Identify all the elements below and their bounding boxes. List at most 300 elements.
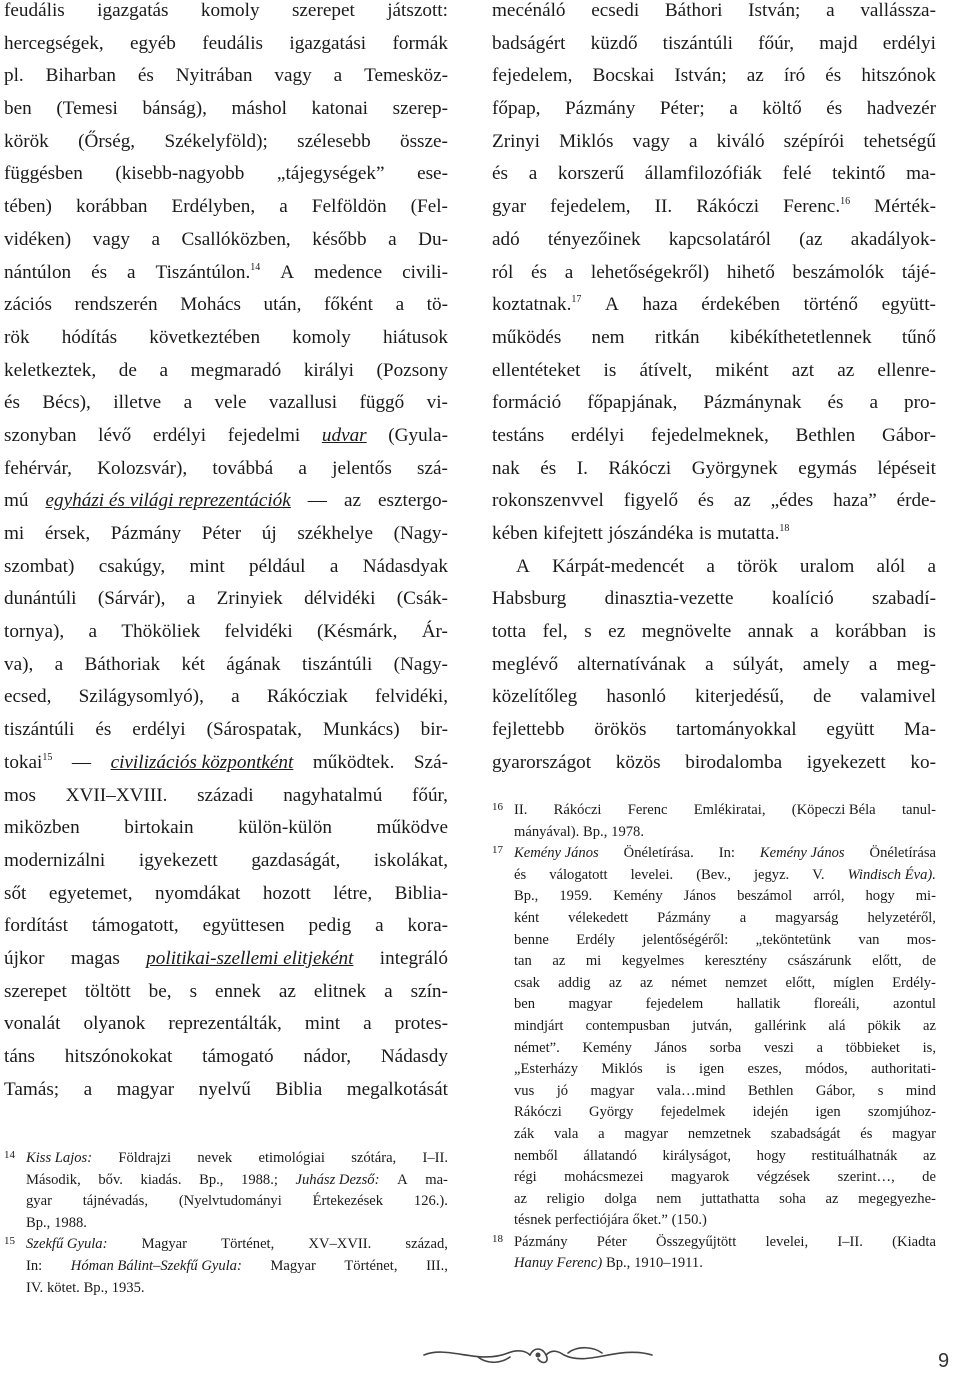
word-text: támogató: [202, 1046, 274, 1067]
body-word: [663, 28, 733, 61]
word-text: dinasztia-vezette: [604, 588, 734, 610]
footnote-word: [112, 1278, 145, 1300]
body-word: [827, 387, 843, 420]
footnote-word: [692, 1016, 732, 1038]
body-word: [685, 747, 782, 780]
body-word: [427, 387, 448, 420]
body-word: [737, 551, 778, 584]
word-text: a: [564, 261, 574, 283]
footnote-word: [344, 1256, 397, 1278]
word-text: két: [181, 653, 205, 675]
body-word: [396, 289, 405, 322]
word-text: alternatívának: [577, 653, 686, 675]
footnote-line: [492, 930, 936, 952]
footnote-word: [868, 1102, 936, 1124]
footnote-word: [270, 1256, 315, 1278]
footnote-word: [47, 1278, 80, 1300]
text-line: [492, 322, 936, 355]
footnote-line: [4, 1256, 448, 1278]
footnote-word: [893, 994, 936, 1016]
body-word: [388, 420, 448, 453]
word-text: jelentőségéről:: [642, 931, 729, 948]
footnote-word: [633, 1210, 668, 1232]
footnote-word: [923, 1146, 936, 1168]
word-text: rendszerén: [74, 294, 158, 316]
word-text: gyar: [26, 1193, 52, 1210]
word-text: a: [186, 588, 196, 610]
word-text: I.: [576, 457, 588, 479]
body-word: [492, 191, 526, 224]
text-line: [4, 28, 448, 61]
body-word: [85, 976, 131, 1009]
word-text: arról,: [813, 888, 845, 905]
footnote-word: [757, 1146, 786, 1168]
word-text: meglévő: [492, 653, 559, 675]
body-word: [758, 28, 794, 61]
word-text: jutván,: [692, 1017, 733, 1034]
footnote-word: [597, 1232, 627, 1254]
body-word: [279, 191, 288, 224]
body-word: [394, 518, 448, 551]
word-text: és: [826, 98, 843, 120]
body-word: [717, 126, 765, 159]
word-text: fehérvár,: [4, 457, 72, 479]
word-text: Biblia: [275, 1078, 323, 1100]
word-text: Kemény: [613, 888, 663, 905]
body-word: [639, 355, 692, 388]
footnote-word: [555, 1210, 629, 1232]
body-word: [393, 28, 448, 61]
word-text: tartományokkal: [676, 719, 797, 741]
word-text: Kemény János: [759, 845, 845, 862]
footnote-word: [786, 973, 816, 995]
word-text: II.: [654, 196, 673, 218]
word-text: kapcsolatáról: [668, 228, 771, 250]
word-text: jelentős: [332, 457, 392, 479]
footnote-word: [549, 865, 607, 887]
word-text: Hóman Bálint–Szekfű Gyula:: [70, 1257, 242, 1274]
word-text: dolga: [604, 1190, 637, 1207]
body-word: [826, 93, 842, 126]
word-text: Báthori: [664, 0, 723, 21]
body-word: [4, 780, 36, 813]
word-text: A: [516, 555, 530, 577]
word-text: a: [54, 653, 64, 675]
body-word: [804, 289, 858, 322]
body-word: [492, 616, 526, 649]
word-text: István;: [674, 65, 727, 87]
word-text: rokonszenvvel: [492, 490, 604, 512]
body-word: [312, 93, 368, 126]
word-text: egyházi és világi reprezentációk: [45, 490, 291, 512]
body-word: [387, 0, 448, 28]
word-text: hogy: [865, 888, 895, 905]
word-text: gyarországot: [492, 751, 592, 773]
word-text: formáció: [492, 392, 562, 414]
footnote-word: [26, 1170, 81, 1192]
text-line: [4, 714, 448, 747]
body-word: [297, 126, 371, 159]
word-text: —: [71, 751, 92, 773]
body-word: [591, 0, 639, 28]
footnote-word: [26, 1234, 107, 1256]
footnote-word: [296, 1170, 380, 1192]
word-text: feudális: [4, 0, 65, 21]
word-text: igyekezett: [138, 849, 218, 871]
text-line: [492, 583, 936, 616]
footnote-word: [684, 886, 716, 908]
text-line: [4, 910, 448, 943]
body-word: [363, 1008, 372, 1041]
body-word: [314, 976, 366, 1009]
word-text: szerep-: [392, 98, 448, 120]
word-text: A: [280, 261, 295, 283]
footnote-word: [514, 973, 540, 995]
body-word: [189, 551, 224, 584]
footnote-ref[interactable]: 16: [840, 196, 851, 208]
body-word: [863, 126, 935, 159]
word-text: német”.: [514, 1039, 560, 1056]
word-text: az: [608, 974, 622, 991]
word-text: tiszántúli: [301, 653, 373, 675]
body-word: [4, 289, 52, 322]
word-text: szabadí-: [872, 588, 936, 610]
footnote-word: [725, 973, 767, 995]
body-word: [4, 355, 96, 388]
body-word: [715, 355, 768, 388]
body-word: [492, 158, 508, 191]
word-text: a: [83, 1078, 93, 1100]
body-word: [4, 845, 105, 878]
body-word: [377, 812, 448, 845]
word-text: (Csák-: [396, 588, 448, 610]
footnote-word: [611, 822, 644, 844]
body-word: [231, 681, 240, 714]
footnote-word: [514, 865, 526, 887]
text-line: [492, 28, 936, 61]
word-text: a: [869, 392, 878, 414]
text-line: [492, 355, 936, 388]
footnote-word: [858, 1189, 936, 1211]
body-word: [115, 158, 244, 191]
body-word: [819, 28, 857, 61]
body-word: [332, 453, 392, 486]
word-text: hasonló: [606, 686, 667, 708]
word-text: udvar: [321, 424, 367, 446]
word-text: Mérték-: [874, 196, 936, 218]
word-text: az: [746, 65, 764, 87]
word-text: (Sárvár),: [97, 588, 166, 610]
body-word: [304, 583, 375, 616]
text-line: [492, 60, 936, 93]
footnote-ref[interactable]: 17: [571, 294, 582, 306]
word-text: a: [127, 261, 136, 283]
text-line: [492, 714, 936, 747]
word-text: birtokain: [124, 817, 194, 839]
body-word: [97, 0, 168, 28]
word-text: után,: [263, 294, 302, 316]
footnote-word: [624, 1124, 668, 1146]
word-text: császárunk: [787, 953, 852, 970]
word-text: magyar: [116, 1078, 175, 1100]
word-text: Tiszántúlon.: [155, 261, 251, 283]
word-text: igen: [815, 1104, 841, 1121]
word-text: Biharban: [45, 65, 116, 87]
footnote-word: [771, 1124, 841, 1146]
body-word: [877, 453, 936, 486]
body-word: [660, 93, 705, 126]
word-text: a: [395, 294, 405, 316]
word-text: Erdély: [576, 931, 616, 948]
body-word: [516, 551, 530, 584]
word-text: és: [95, 719, 112, 741]
body-word: [4, 649, 33, 682]
body-word: [4, 453, 72, 486]
footnote-word: [514, 886, 538, 908]
word-text: ma-: [906, 163, 936, 185]
word-text: Bp.,: [605, 1255, 631, 1272]
body-word: [492, 583, 566, 616]
word-text: tájnévadás,: [82, 1193, 148, 1210]
word-text: mecénáló: [492, 0, 566, 21]
word-text: magyarság: [775, 909, 839, 926]
footnote: [492, 843, 936, 1232]
footnote-word: [197, 1148, 232, 1170]
body-word: [869, 649, 878, 682]
word-text: Bp.,: [83, 1279, 108, 1296]
body-word: [876, 551, 905, 584]
footnote-word: [812, 865, 824, 887]
word-text: a: [159, 359, 169, 381]
footnote-word: [142, 1234, 187, 1256]
footnote-word: [589, 1102, 633, 1124]
word-text: szonyban: [4, 424, 77, 446]
text-line: [4, 812, 448, 845]
footnote-word: [514, 1146, 558, 1168]
body-word: [402, 257, 448, 290]
word-text: (Nyelvtudományi: [178, 1193, 282, 1210]
word-text: ágának: [226, 653, 281, 675]
word-text: Péter: [596, 1233, 627, 1250]
footnote-word: [710, 1038, 742, 1060]
word-text: kegyelmes: [621, 953, 685, 970]
footnote-ref[interactable]: 14: [250, 261, 261, 273]
text-line: [4, 583, 448, 616]
body-word: [748, 616, 794, 649]
body-word: [132, 714, 185, 747]
word-text: Csallóközben,: [181, 228, 291, 250]
word-text: vélekedett: [568, 909, 629, 926]
footnote-word: [583, 822, 607, 844]
body-word: [651, 420, 769, 453]
footnote-word: [514, 1102, 562, 1124]
word-text: magyar: [568, 996, 613, 1013]
footnote-word: [671, 973, 707, 995]
word-text: Magyar: [141, 1236, 188, 1253]
body-word: [309, 910, 352, 943]
word-text: kifejtett: [543, 523, 603, 544]
footnote-word: [559, 886, 592, 908]
footnote-word: [26, 1213, 50, 1235]
footnote-word: [870, 843, 936, 865]
footnote-word: [902, 800, 936, 822]
footnote-word: [422, 1148, 448, 1170]
word-text: körök: [4, 130, 49, 152]
body-word: [492, 257, 513, 290]
body-word: [861, 60, 936, 93]
body-word: [99, 551, 165, 584]
body-word: [633, 126, 670, 159]
footnote-line: [492, 1081, 936, 1103]
body-word: [84, 1008, 146, 1041]
body-word: [540, 453, 556, 486]
body-word: [224, 616, 292, 649]
word-text: Temesköz-: [364, 65, 448, 87]
word-text: máshol: [231, 98, 287, 120]
word-text: keletkeztek,: [4, 359, 97, 381]
footnote-line: [492, 1059, 936, 1081]
word-text: német: [671, 974, 707, 991]
word-text: nemzetnek: [687, 1125, 752, 1142]
text-line: [492, 420, 936, 453]
word-text: szótára,: [351, 1150, 397, 1166]
word-text: gazdaságát,: [251, 849, 341, 871]
footnote-word: [628, 800, 668, 822]
word-text: Magyar: [270, 1257, 316, 1274]
footnote-word: [241, 1170, 278, 1192]
footnote-word: [609, 973, 622, 995]
body-word: [381, 1041, 448, 1074]
word-text: bir-: [420, 719, 448, 741]
word-text: királyi: [303, 359, 354, 381]
word-text: (Őrség,: [78, 130, 136, 152]
footnote-word: [858, 930, 879, 952]
word-text: juttathatta: [701, 1190, 760, 1207]
footnote-line: [492, 1038, 936, 1060]
footnote-word: [907, 930, 936, 952]
body-word: [359, 387, 404, 420]
body-word: [172, 191, 256, 224]
page-number: 9: [938, 1350, 950, 1372]
footnote-line: [492, 973, 936, 995]
footnote-word: [922, 1167, 936, 1189]
body-word: [156, 257, 261, 290]
footnote-line: [492, 908, 936, 930]
body-word: [835, 616, 906, 649]
footnote-word: [871, 1059, 936, 1081]
word-text: mányával).: [514, 823, 580, 840]
word-text: a: [688, 130, 698, 152]
body-word: [302, 649, 372, 682]
footnote-word: [868, 1016, 901, 1038]
word-text: kiadás.: [140, 1171, 182, 1188]
word-text: János: [683, 888, 717, 905]
footnote-word: [814, 994, 860, 1016]
word-text: benne: [514, 931, 549, 948]
word-text: vagy: [632, 130, 670, 152]
word-text: Bp.,: [514, 888, 539, 905]
body-word: [228, 420, 300, 453]
body-word: [492, 714, 564, 747]
word-text: levelei,: [765, 1233, 809, 1250]
body-word: [577, 453, 588, 486]
footnote-word: [568, 908, 628, 930]
word-text: Péter;: [659, 98, 705, 120]
footnote-ref[interactable]: 15: [42, 751, 53, 763]
word-text: egyéb: [130, 32, 176, 54]
body-word: [783, 158, 812, 191]
word-text: főúr,: [411, 784, 448, 806]
footnote-word: [922, 951, 936, 973]
word-text: István;: [748, 0, 801, 21]
footnote-word: [906, 1081, 936, 1103]
body-word: [813, 681, 831, 714]
word-text: elitnek: [313, 980, 367, 1002]
word-text: ben: [4, 98, 32, 120]
word-text: kibékíthetetlennek: [729, 326, 872, 348]
footnote-word: [598, 1124, 604, 1146]
body-word: [292, 322, 351, 355]
word-text: floreáli,: [813, 996, 860, 1013]
body-word: [384, 976, 393, 1009]
word-text: religio: [546, 1190, 585, 1207]
word-text: működve: [376, 817, 448, 839]
word-text: délvidéki: [304, 588, 376, 610]
body-word: [591, 257, 709, 290]
body-word: [605, 583, 734, 616]
body-word: [184, 387, 193, 420]
footnote-word: [837, 1232, 863, 1254]
body-word: [837, 355, 854, 388]
footnote-word: [351, 1148, 396, 1170]
text-line: [492, 0, 936, 28]
word-text: Erdélyben,: [171, 196, 256, 218]
word-text: következtében: [149, 326, 261, 348]
body-word: [149, 322, 260, 355]
body-word: [565, 93, 635, 126]
word-text: is: [666, 1061, 676, 1078]
word-text: érsek,: [44, 523, 91, 544]
footnote-word: [916, 886, 936, 908]
footnote-line: [492, 994, 936, 1016]
footnote-word: [671, 1167, 729, 1189]
word-text: székhelye: [297, 523, 373, 544]
body-word: [4, 812, 80, 845]
text-line: [4, 878, 448, 911]
word-text: Báthoriak: [84, 653, 161, 675]
word-text: medence: [314, 261, 383, 283]
body-word: [492, 224, 520, 257]
word-text: nemből: [514, 1147, 558, 1164]
body-word: [703, 387, 801, 420]
word-text: veszi: [763, 1039, 794, 1056]
word-text: de: [813, 686, 832, 708]
body-word: [825, 60, 841, 93]
text-line: [4, 616, 448, 649]
footnote-word: [757, 1167, 810, 1189]
word-text: Kemény: [582, 1039, 632, 1056]
word-text: az: [640, 974, 654, 991]
word-text: Szekfű Gyula:: [26, 1236, 108, 1253]
body-word: [277, 158, 385, 191]
footnote-ref[interactable]: 18: [779, 523, 790, 534]
word-text: pökik: [867, 1017, 901, 1034]
word-text: komoly: [200, 0, 260, 21]
word-text: (Pozsony: [376, 359, 448, 381]
word-text: „Esterházy: [514, 1061, 579, 1078]
body-word: [91, 257, 107, 290]
body-word: [565, 257, 574, 290]
